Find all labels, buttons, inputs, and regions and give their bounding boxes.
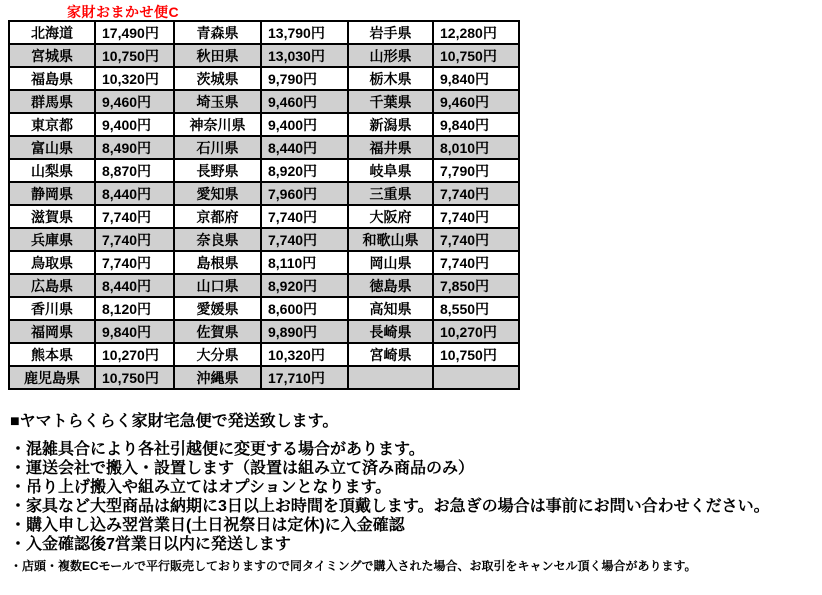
fee-cell: 7,740円 [95,205,174,228]
prefecture-cell: 宮崎県 [348,343,433,366]
fee-cell: 9,460円 [433,90,519,113]
fee-cell: 8,870円 [95,159,174,182]
prefecture-cell: 千葉県 [348,90,433,113]
note-bullet: ・家具など大型商品は納期に3日以上お時間を頂戴します。お急ぎの場合は事前にお問い合わせください。 [10,498,770,515]
notes-bullet-list [10,440,815,554]
prefecture-cell: 富山県 [9,136,95,159]
prefecture-cell: 岐阜県 [348,159,433,182]
table-row [9,44,519,67]
fee-cell: 7,960円 [261,182,348,205]
fee-cell: 12,280円 [433,21,519,44]
table-row [9,159,519,182]
table-row [9,251,519,274]
table-row [9,182,519,205]
note-bullet: ・運送会社で搬入・設置します（設置は組み立て済み商品のみ） [10,460,475,477]
table-row [9,366,519,389]
prefecture-cell: 徳島県 [348,274,433,297]
fee-cell: 8,440円 [95,182,174,205]
prefecture-cell: 愛知県 [174,182,261,205]
prefecture-cell: 大分県 [174,343,261,366]
shipping-plan-title: 家財おまかせ便C [67,4,180,20]
fee-cell: 9,460円 [95,90,174,113]
prefecture-cell: 鹿児島県 [9,366,95,389]
note-bullet: ・入金確認後7営業日以内に発送します [10,536,291,553]
fee-cell: 9,890円 [261,320,348,343]
prefecture-cell: 長崎県 [348,320,433,343]
table-row [9,320,519,343]
table-row [9,274,519,297]
fee-cell: 10,750円 [433,44,519,67]
fee-cell: 9,840円 [433,113,519,136]
table-row [9,21,519,44]
notes-heading: ■ヤマトらくらく家財宅急便で発送致します。 [10,413,339,430]
fee-cell: 8,120円 [95,297,174,320]
fee-cell: 8,010円 [433,136,519,159]
table-row [9,136,519,159]
prefecture-cell: 静岡県 [9,182,95,205]
fee-cell: 7,740円 [95,251,174,274]
note-bullet: ・混雑具合により各社引越便に変更する場合があります。 [10,441,425,458]
fee-cell: 7,740円 [261,228,348,251]
fee-cell: 8,490円 [95,136,174,159]
prefecture-cell: 奈良県 [174,228,261,251]
fee-cell: 10,320円 [95,67,174,90]
fee-cell: 10,320円 [261,343,348,366]
prefecture-cell: 和歌山県 [348,228,433,251]
table-row [9,228,519,251]
fee-cell: 13,790円 [261,21,348,44]
prefecture-cell: 新潟県 [348,113,433,136]
prefecture-cell: 鳥取県 [9,251,95,274]
fee-cell: 9,840円 [433,67,519,90]
fee-cell: 7,740円 [433,228,519,251]
prefecture-cell: 山形県 [348,44,433,67]
prefecture-cell: 神奈川県 [174,113,261,136]
prefecture-cell: 兵庫県 [9,228,95,251]
fee-cell: 7,740円 [261,205,348,228]
prefecture-cell: 茨城県 [174,67,261,90]
fee-cell: 7,790円 [433,159,519,182]
notes-footnote: ・店頭・複数ECモールで平行販売しておりますので同タイミングで購入された場合、お取引をキャンセル頂く場合があります。 [10,559,697,573]
prefecture-cell: 栃木県 [348,67,433,90]
shipping-fee-table [8,20,520,390]
prefecture-cell: 熊本県 [9,343,95,366]
table-row [9,343,519,366]
fee-cell: 8,110円 [261,251,348,274]
fee-cell: 9,460円 [261,90,348,113]
fee-cell: 13,030円 [261,44,348,67]
fee-cell: 17,710円 [261,366,348,389]
prefecture-cell: 三重県 [348,182,433,205]
prefecture-cell: 山梨県 [9,159,95,182]
fee-cell: 7,740円 [433,205,519,228]
note-bullet: ・購入申し込み翌営業日(土日祝祭日は定休)に入金確認 [10,517,405,534]
prefecture-cell: 沖縄県 [174,366,261,389]
fee-cell: 10,750円 [433,343,519,366]
prefecture-cell: 北海道 [9,21,95,44]
prefecture-cell: 秋田県 [174,44,261,67]
fee-cell: 7,740円 [433,251,519,274]
prefecture-cell [348,366,433,389]
table-row [9,67,519,90]
fee-cell [433,366,519,389]
prefecture-cell: 青森県 [174,21,261,44]
table-row [9,90,519,113]
fee-cell: 10,750円 [95,366,174,389]
prefecture-cell: 岩手県 [348,21,433,44]
fee-cell: 17,490円 [95,21,174,44]
fee-cell: 9,840円 [95,320,174,343]
prefecture-cell: 長野県 [174,159,261,182]
prefecture-cell: 群馬県 [9,90,95,113]
fee-cell: 8,440円 [261,136,348,159]
table-row [9,297,519,320]
prefecture-cell: 福井県 [348,136,433,159]
fee-cell: 8,550円 [433,297,519,320]
fee-cell: 9,400円 [261,113,348,136]
fee-cell: 7,740円 [433,182,519,205]
prefecture-cell: 香川県 [9,297,95,320]
prefecture-cell: 高知県 [348,297,433,320]
prefecture-cell: 山口県 [174,274,261,297]
fee-cell: 8,920円 [261,159,348,182]
prefecture-cell: 福岡県 [9,320,95,343]
prefecture-cell: 宮城県 [9,44,95,67]
fee-cell: 8,600円 [261,297,348,320]
prefecture-cell: 石川県 [174,136,261,159]
table-row [9,113,519,136]
prefecture-cell: 京都府 [174,205,261,228]
fee-cell: 7,740円 [95,228,174,251]
prefecture-cell: 広島県 [9,274,95,297]
fee-cell: 10,270円 [95,343,174,366]
fee-cell: 10,270円 [433,320,519,343]
prefecture-cell: 滋賀県 [9,205,95,228]
fee-cell: 7,850円 [433,274,519,297]
shipping-notes [10,412,815,574]
prefecture-cell: 福島県 [9,67,95,90]
prefecture-cell: 大阪府 [348,205,433,228]
note-bullet: ・吊り上げ搬入や組み立てはオプションとなります。 [10,479,392,496]
fee-cell: 8,440円 [95,274,174,297]
fee-cell: 9,400円 [95,113,174,136]
fee-cell: 9,790円 [261,67,348,90]
prefecture-cell: 東京都 [9,113,95,136]
prefecture-cell: 埼玉県 [174,90,261,113]
prefecture-cell: 岡山県 [348,251,433,274]
prefecture-cell: 島根県 [174,251,261,274]
fee-cell: 10,750円 [95,44,174,67]
table-row [9,205,519,228]
fee-cell: 8,920円 [261,274,348,297]
prefecture-cell: 愛媛県 [174,297,261,320]
prefecture-cell: 佐賀県 [174,320,261,343]
